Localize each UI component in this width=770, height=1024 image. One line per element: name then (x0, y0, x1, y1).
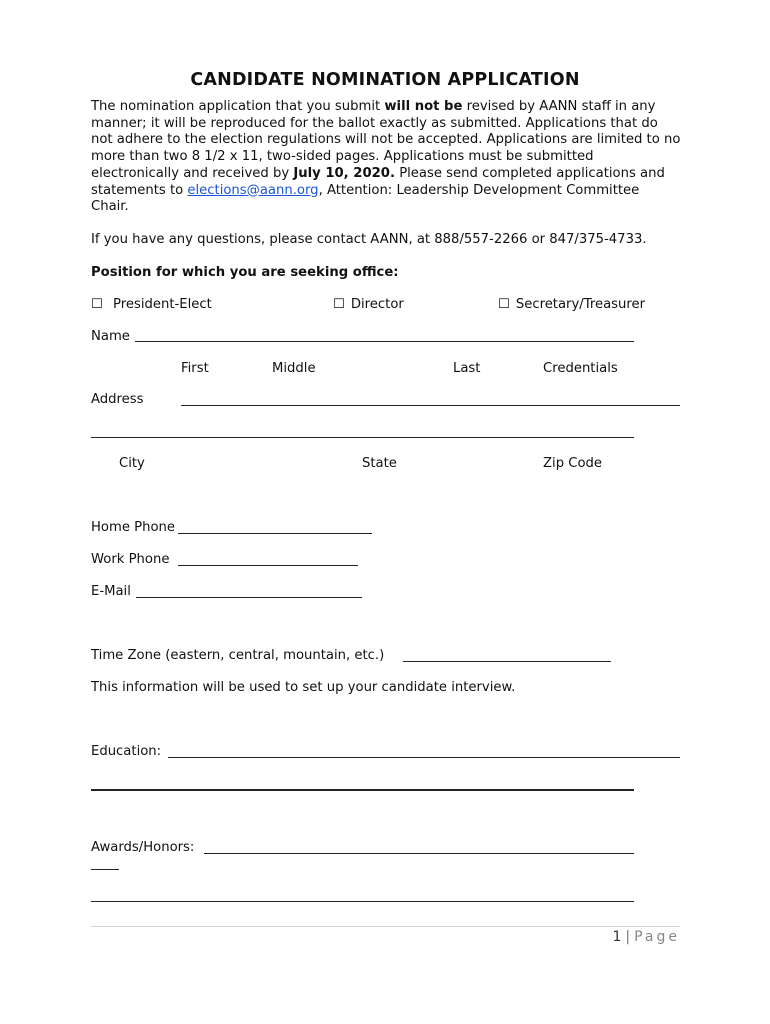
address-field-line-1[interactable] (181, 405, 680, 406)
intro-paragraph (91, 99, 681, 216)
page-footer (612, 929, 680, 945)
page-title: CANDIDATE NOMINATION APPLICATION (190, 70, 580, 90)
address-sublabel-zip: Zip Code (543, 456, 603, 471)
name-sublabel-last: Last (453, 361, 481, 376)
name-sublabel-credentials: Credentials (543, 361, 618, 376)
work-phone-label: Work Phone (91, 552, 170, 567)
page-number: 1 (612, 929, 622, 945)
timezone-field[interactable] (403, 661, 611, 662)
address-field-line-2[interactable] (91, 437, 634, 438)
option-director[interactable] (333, 296, 404, 313)
address-sublabel-state: State (362, 456, 397, 471)
intro-bold-will-not-be: will not be (384, 99, 463, 114)
intro-text-2: revised by AANN staff in any manner; it will be reproduced for the ballot exactly as submitted. Applications that do not adhere to the election regulations will not be accepted. Applications are limited to no more than two 8 1/2 x 11, two-sided pages. Applications must be submitted electronically and received by (91, 99, 681, 181)
intro-text-4: , Attention: Leadership Development Committee Chair. (91, 182, 640, 215)
option-label: Director (350, 297, 404, 312)
option-president-elect[interactable] (91, 296, 212, 313)
intro-text-3: Please send completed applications and statements to (91, 165, 665, 198)
email-label: E-Mail (91, 584, 131, 599)
position-heading: Position for which you are seeking office: (91, 265, 399, 280)
education-label: Education: (91, 744, 162, 759)
name-field[interactable] (135, 341, 634, 342)
name-sublabel-middle: Middle (272, 361, 316, 376)
address-sublabel-city: City (119, 456, 145, 471)
education-field-line-1[interactable] (168, 757, 680, 758)
option-label: President-Elect (113, 297, 212, 312)
footer-divider (91, 926, 680, 927)
page-word: Page (634, 929, 680, 945)
footer-separator: | (625, 929, 631, 945)
education-field-line-2[interactable] (91, 789, 634, 791)
awards-label: Awards/Honors: (91, 840, 195, 855)
intro-text-1: The nomination application that you submit (91, 99, 385, 114)
checkbox-icon[interactable]: ☐ (333, 297, 345, 312)
name-label: Name (91, 329, 130, 344)
awards-field-wrap[interactable] (91, 869, 119, 870)
awards-field-line-1[interactable] (204, 853, 634, 854)
option-secretary-treasurer[interactable] (498, 296, 645, 313)
timezone-label: Time Zone (eastern, central, mountain, etc.) (91, 648, 385, 663)
interview-note: This information will be used to set up your candidate interview. (91, 680, 516, 695)
elections-email-link[interactable]: elections@aann.org (187, 182, 319, 198)
option-label: Secretary/Treasurer (515, 297, 646, 312)
work-phone-field[interactable] (178, 565, 358, 566)
email-field[interactable] (136, 597, 362, 598)
checkbox-icon[interactable]: ☐ (498, 297, 510, 312)
checkbox-icon[interactable]: ☐ (91, 297, 103, 312)
awards-field-line-2[interactable] (91, 901, 634, 902)
name-sublabel-first: First (181, 361, 209, 376)
home-phone-label: Home Phone (91, 520, 175, 535)
questions-paragraph: If you have any questions, please contact AANN, at 888/557-2266 or 847/375-4733. (91, 232, 647, 247)
intro-bold-deadline: July 10, 2020. (293, 165, 395, 181)
address-label: Address (91, 392, 144, 407)
home-phone-field[interactable] (178, 533, 372, 534)
